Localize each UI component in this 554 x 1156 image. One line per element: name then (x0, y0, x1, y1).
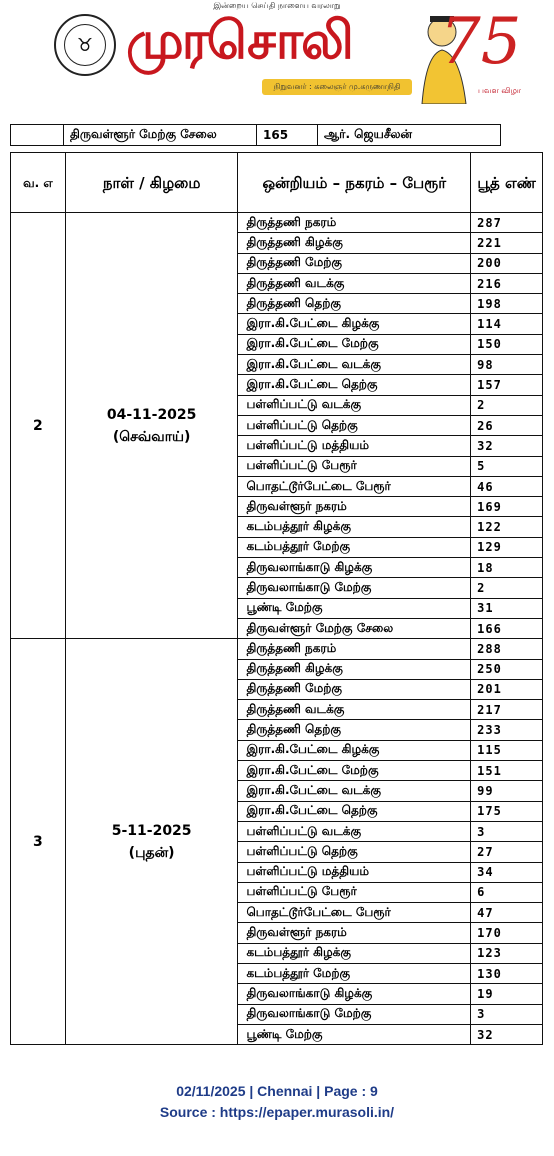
area-name-cell: இரா.கி.பேட்டை மேற்கு (238, 334, 471, 354)
newspaper-title: முரசொலி (126, 11, 352, 71)
footer-source-line: Source : https://epaper.murasoli.in/ (159, 1104, 395, 1120)
area-name-cell: இரா.கி.பேட்டை தெற்கு (238, 375, 471, 395)
booth-number-cell: 170 (471, 923, 543, 943)
booth-number-cell: 19 (471, 984, 543, 1004)
area-name-cell: இரா.கி.பேட்டை தெற்கு (238, 801, 471, 821)
party-emblem-icon (54, 14, 116, 76)
area-name-cell: இரா.கி.பேட்டை வடக்கு (238, 355, 471, 375)
booth-number-cell: 169 (471, 497, 543, 517)
anniversary-caption: பவள விழா (478, 86, 522, 95)
area-name-cell: கடம்பத்தூர் மேற்கு (238, 537, 471, 557)
booth-number-cell: 221 (471, 233, 543, 253)
area-name-cell: திருவலாங்காடு கிழக்கு (238, 558, 471, 578)
area-name-cell: இரா.கி.பேட்டை மேற்கு (238, 761, 471, 781)
booth-number-cell: 46 (471, 476, 543, 496)
table-body (11, 213, 543, 1045)
area-name-cell: திருத்தணி வடக்கு (238, 273, 471, 293)
tagline: இன்றைய செய்தி நாளைய வரலாறு (213, 1, 341, 10)
header-date-day: நாள் / கிழமை (65, 153, 238, 213)
area-name-cell: கடம்பத்தூர் கிழக்கு (238, 943, 471, 963)
booth-number-cell: 27 (471, 842, 543, 862)
area-name-cell: இரா.கி.பேட்டை கிழக்கு (238, 314, 471, 334)
date-text: 5-11-2025 (111, 822, 192, 839)
area-name-cell: பள்ளிப்பட்டு மத்தியம் (238, 436, 471, 456)
booth-number-cell: 114 (471, 314, 543, 334)
booth-number-cell: 5 (471, 456, 543, 476)
booth-number-cell: 157 (471, 375, 543, 395)
area-name-cell: திருத்தணி நகரம் (238, 639, 471, 659)
masthead (0, 0, 554, 114)
area-name-cell: பூண்டி மேற்கு (238, 1024, 471, 1044)
booth-number-cell: 123 (471, 943, 543, 963)
booth-number-cell: 233 (471, 720, 543, 740)
blank-cell (11, 125, 64, 146)
area-name-cell: திருத்தணி மேற்கு (238, 253, 471, 273)
booth-number-cell: 3 (471, 1004, 543, 1024)
booth-number-cell: 250 (471, 659, 543, 679)
table-row (11, 639, 543, 659)
booth-number-cell: 166 (471, 618, 543, 638)
booth-number-cell: 2 (471, 395, 543, 415)
area-name-cell: திருவலாங்காடு மேற்கு (238, 1004, 471, 1024)
date-day-cell (65, 639, 238, 1045)
booth-number-cell: 32 (471, 436, 543, 456)
bull-icon: ♉ (64, 24, 106, 66)
area-name-cell: பள்ளிப்பட்டு தெற்கு (238, 842, 471, 862)
area-name-cell: திருவள்ளூர் நகரம் (238, 497, 471, 517)
booth-number-cell: 115 (471, 740, 543, 760)
area-name-cell: கடம்பத்தூர் மேற்கு (238, 963, 471, 983)
area-name-cell: திருவள்ளூர் மேற்கு சேலை (64, 125, 257, 146)
serial-number-cell: 2 (11, 213, 66, 639)
area-name-cell: திருத்தணி வடக்கு (238, 700, 471, 720)
booth-number-cell: 99 (471, 781, 543, 801)
area-name-cell: திருத்தணி தெற்கு (238, 294, 471, 314)
booth-number-cell: 175 (471, 801, 543, 821)
previous-table-row (10, 124, 501, 146)
area-name-cell: திருத்தணி கிழக்கு (238, 659, 471, 679)
header-area: ஒன்றியம் – நகரம் – பேரூர் (238, 153, 471, 213)
area-name-cell: பொதட்டூர்பேட்டை பேரூர் (238, 476, 471, 496)
booth-number-cell: 287 (471, 213, 543, 233)
area-name-cell: திருவள்ளூர் மேற்கு சேலை (238, 618, 471, 638)
booth-number-cell: 18 (471, 558, 543, 578)
date-day-cell (65, 213, 238, 639)
booth-number-cell: 217 (471, 700, 543, 720)
area-name-cell: இரா.கி.பேட்டை வடக்கு (238, 781, 471, 801)
area-name-cell: திருத்தணி மேற்கு (238, 679, 471, 699)
area-name-cell: பொதட்டூர்பேட்டை பேரூர் (238, 903, 471, 923)
booth-number-cell: 34 (471, 862, 543, 882)
footer-date-line: 02/11/2025 | Chennai | Page : 9 (176, 1083, 378, 1099)
area-name-cell: பள்ளிப்பட்டு வடக்கு (238, 395, 471, 415)
booth-number-cell: 130 (471, 963, 543, 983)
booth-number-cell: 32 (471, 1024, 543, 1044)
area-name-cell: திருத்தணி தெற்கு (238, 720, 471, 740)
booth-number-cell: 122 (471, 517, 543, 537)
booth-number-cell: 6 (471, 882, 543, 902)
booth-number-cell: 47 (471, 903, 543, 923)
founder-line: நிறுவனர் : கலைஞர் மு.கருணாநிதி (262, 79, 412, 95)
booth-number-cell: 151 (471, 761, 543, 781)
booth-number-cell: 2 (471, 578, 543, 598)
area-name-cell: திருத்தணி நகரம் (238, 213, 471, 233)
footer (0, 1081, 554, 1123)
anniversary-number: 75 (440, 5, 522, 79)
header-row (11, 153, 543, 213)
area-name-cell: பள்ளிப்பட்டு பேரூர் (238, 882, 471, 902)
area-name-cell: பள்ளிப்பட்டு மத்தியம் (238, 862, 471, 882)
booth-number-cell: 98 (471, 355, 543, 375)
area-name-cell: பள்ளிப்பட்டு வடக்கு (238, 821, 471, 841)
booth-number-cell: 200 (471, 253, 543, 273)
booth-number-cell: 201 (471, 679, 543, 699)
area-name-cell: திருவலாங்காடு மேற்கு (238, 578, 471, 598)
booth-number-cell: 198 (471, 294, 543, 314)
person-name-cell: ஆர். ஜெயசீலன் (318, 125, 501, 146)
header-booth-number: பூத் எண் (471, 153, 543, 213)
area-name-cell: பூண்டி மேற்கு (238, 598, 471, 618)
table-row (11, 125, 501, 146)
booth-number-cell: 165 (257, 125, 318, 146)
area-name-cell: கடம்பத்தூர் கிழக்கு (238, 517, 471, 537)
area-name-cell: திருத்தணி கிழக்கு (238, 233, 471, 253)
date-text: 04-11-2025 (106, 406, 197, 423)
booth-number-cell: 31 (471, 598, 543, 618)
area-name-cell: பள்ளிப்பட்டு தெற்கு (238, 415, 471, 435)
booth-number-cell: 288 (471, 639, 543, 659)
booth-number-cell: 3 (471, 821, 543, 841)
booth-number-cell: 129 (471, 537, 543, 557)
booth-schedule-table (10, 152, 543, 1045)
area-name-cell: பள்ளிப்பட்டு பேரூர் (238, 456, 471, 476)
booth-number-cell: 150 (471, 334, 543, 354)
table-row (11, 213, 543, 233)
booth-number-cell: 216 (471, 273, 543, 293)
header-serial: வ. எ (11, 153, 66, 213)
area-name-cell: திருவலாங்காடு கிழக்கு (238, 984, 471, 1004)
booth-number-cell: 26 (471, 415, 543, 435)
area-name-cell: இரா.கி.பேட்டை கிழக்கு (238, 740, 471, 760)
day-text: (செவ்வாய்) (112, 428, 191, 445)
serial-number-cell: 3 (11, 639, 66, 1045)
day-text: (புதன்) (128, 844, 175, 861)
area-name-cell: திருவள்ளூர் நகரம் (238, 923, 471, 943)
